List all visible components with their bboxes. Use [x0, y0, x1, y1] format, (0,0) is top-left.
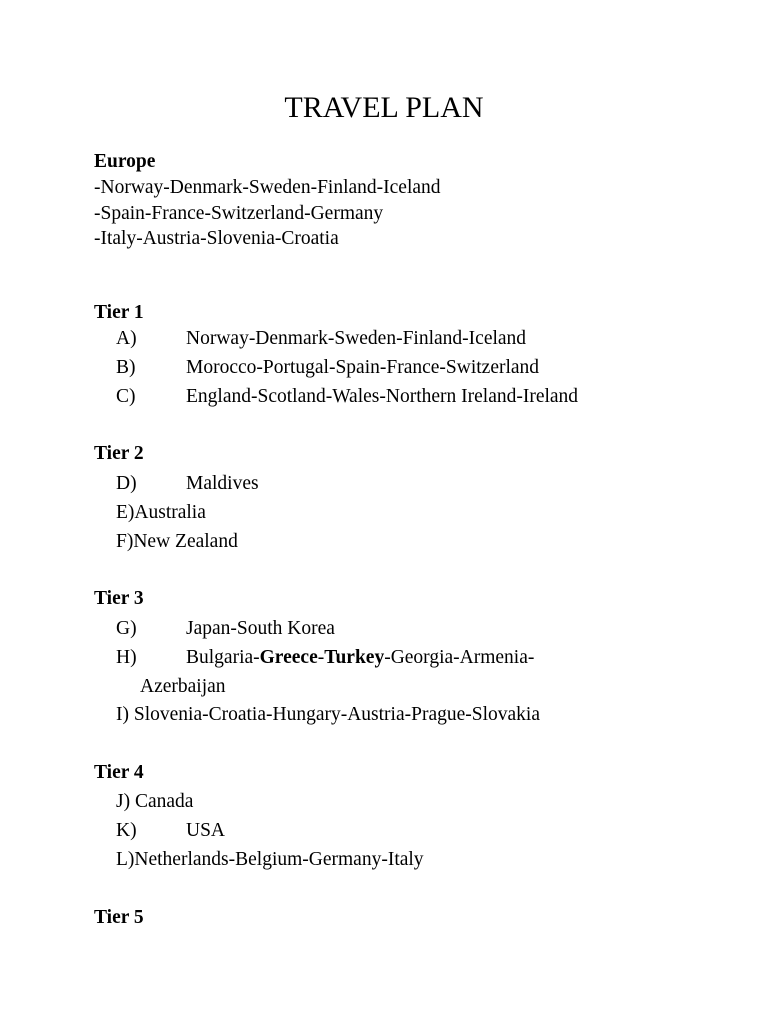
- list-item-h-part-3: -: [317, 647, 325, 668]
- list-item-h-continuation: Azerbaijan: [140, 676, 226, 697]
- list-marker-d: D): [116, 473, 137, 494]
- section-heading-europe: Europe: [94, 151, 156, 172]
- list-item-c: England-Scotland-Wales-Northern Ireland-Ireland: [186, 386, 579, 407]
- list-marker-k: K): [116, 820, 137, 841]
- highlighted-country-greece: Greece: [259, 647, 318, 668]
- list-marker-g: G): [116, 618, 137, 639]
- list-item-b: Morocco-Portugal-Spain-France-Switzerland: [186, 357, 540, 378]
- list-item-h-part-1: Bulgaria-: [186, 647, 260, 668]
- section-heading-tier-5: Tier 5: [94, 907, 144, 928]
- list-item-f: F)New Zealand: [116, 531, 238, 552]
- list-item-d: Maldives: [186, 473, 259, 494]
- list-marker-b: B): [116, 357, 136, 378]
- list-item-h: [186, 648, 534, 668]
- list-marker-a: A): [116, 328, 137, 349]
- europe-line-1: -Norway-Denmark-Sweden-Finland-Iceland: [94, 177, 441, 198]
- list-item-g: Japan-South Korea: [186, 618, 335, 639]
- highlighted-country-turkey: Turkey: [324, 647, 385, 668]
- list-item-k: USA: [186, 820, 226, 841]
- list-item-l: L)Netherlands-Belgium-Germany-Italy: [116, 849, 424, 870]
- list-item-e: E)Australia: [116, 502, 206, 523]
- document-title: TRAVEL PLAN: [284, 91, 484, 124]
- list-marker-c: C): [116, 386, 136, 407]
- list-item-a: Norway-Denmark-Sweden-Finland-Iceland: [186, 328, 527, 349]
- list-marker-h: H): [116, 647, 137, 668]
- list-item-j: J) Canada: [116, 791, 194, 812]
- section-heading-tier-4: Tier 4: [94, 762, 144, 783]
- list-item-i: I) Slovenia-Croatia-Hungary-Austria-Prague-Slovakia: [116, 704, 540, 725]
- section-heading-tier-3: Tier 3: [94, 588, 144, 609]
- section-heading-tier-2: Tier 2: [94, 443, 144, 464]
- europe-line-2: -Spain-France-Switzerland-Germany: [94, 203, 384, 224]
- section-heading-tier-1: Tier 1: [94, 302, 144, 323]
- europe-line-3: -Italy-Austria-Slovenia-Croatia: [94, 228, 339, 249]
- list-item-h-part-5: -Georgia-Armenia-: [384, 647, 535, 668]
